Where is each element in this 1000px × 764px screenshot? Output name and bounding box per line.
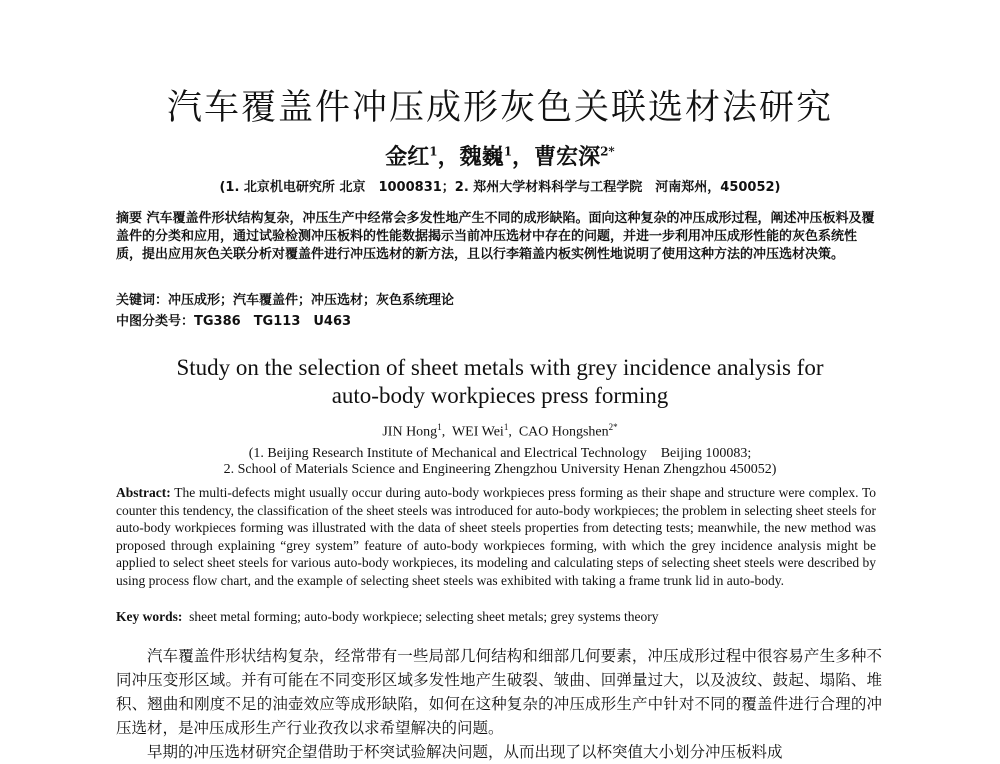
body-paragraph-1: 汽车覆盖件形状结构复杂，经常带有一些局部几何结构和细部几何要素，冲压成形过程中很容易产生多种不同冲压变形区域。并有可能在不同变形区域多发性地产生破裂、皱曲、回弹量过大，以及波纹、鼓起、塌陷、堆积、翘曲和刚度不足的油壶效应等成形缺陷，如何在这种复杂的冲压成形生产中针对不同的覆盖件进行合理的冲压选材，是冲压成形生产行业孜孜以求希望解决的问题。 [116,647,882,737]
english-keywords [116,608,876,626]
english-title-line-2: auto-body workpieces press forming [331,383,669,408]
author-name: JIN Hong [382,424,438,440]
english-affiliation-1: (1. Beijing Research Institute of Mechanical and Electrical Technology Beijing 100083; [248,446,752,461]
english-abstract-text: The multi-defects might usually occur during auto-body workpieces press forming as their shape and structure were complex. To counter this tendency, the classification of the sheet steels was introduced for auto-body workpieces; the problem in selecting sheet steels for auto-body workpieces forming was illustrated with the data of sheet steels properties from detecting tests; meanwhile, the new method was proposed through explaining “grey system” feature of auto-body workpieces forming, with which the grey incidence analysis might be applied to select sheet steels for various auto-body workpieces, its modeling and calculating steps of selecting sheet steels were described by using process flow chart, and the example of selecting sheet steels was exhibited with taking a frame trunk lid in auto-body. [116,485,876,588]
english-keywords-label: Key words: [116,609,183,624]
author-affiliation-mark: 1 [503,144,513,159]
chinese-title: 汽车覆盖件冲压成形灰色关联选材法研究 [166,88,833,128]
english-abstract [116,484,876,590]
english-affiliation-2: 2. School of Materials Science and Engineering Zhengzhou University Henan Zhengzhou 450052) [223,462,777,477]
chinese-authors: 金红$^1$，魏巍$^1$，曹宏深$^{2*}$ [385,144,615,170]
english-authors: JIN Hong$^1$, WEI Wei$^1$, CAO Hongshen$^{2*}$ [382,422,618,440]
english-title [0,354,1000,410]
author-name: 曹宏深 [534,144,601,170]
author-affiliation-mark: 1 [503,422,509,432]
chinese-keywords-label: 关键词： [116,293,169,308]
classification-label: 中图分类号： [116,314,195,329]
chinese-abstract-label: 摘要 [116,211,143,226]
chinese-affiliation: (1. 北京机电研究所 北京 1000831；2. 郑州大学材料科学与工程学院 河南郑州，450052) [219,180,781,195]
author-name: 金红 [385,144,430,170]
author-name: WEI Wei [451,424,504,440]
author-name: CAO Hongshen [518,424,609,440]
english-abstract-label: Abstract: [116,485,171,500]
author-affiliation-mark: 1 [429,144,438,159]
chinese-keywords-text: 冲压成形；汽车覆盖件；冲压选材；灰色系统理论 [168,293,455,308]
author-affiliation-mark: 2* [608,422,618,432]
classification-number [116,313,882,331]
chinese-abstract-text: 汽车覆盖件形状结构复杂，冲压生产中经常会多发性地产生不同的成形缺陷。面向这种复杂的冲压成形过程，阐述冲压板料及覆盖件的分类和应用，通过试验检测冲压板料的性能数据揭示当前冲压选材中存在的问题，并进一步利用冲压成形性能的灰色系统性质，提出应用灰色关联分析对覆盖件进行冲压选材的新方法，且以行李箱盖内板实例性地说明了使用这种方法的冲压选材决策。 [116,211,875,262]
author-name: 魏巍 [459,144,504,170]
chinese-abstract [116,210,882,264]
english-title-line-1: Study on the selection of sheet metals with grey incidence analysis for [176,355,824,380]
chinese-keywords [116,292,882,310]
author-affiliation-mark: 2* [600,144,615,159]
classification-codes: TG386 TG113 U463 [194,314,352,329]
author-affiliation-mark: 1 [437,422,442,432]
body-paragraph-2: 早期的冲压选材研究企望借助于杯突试验解决问题，从而出现了以杯突值大小划分冲压板料成 [147,743,783,761]
english-keywords-text: sheet metal forming; auto-body workpiece; selecting sheet metals; grey systems theory [189,609,659,624]
